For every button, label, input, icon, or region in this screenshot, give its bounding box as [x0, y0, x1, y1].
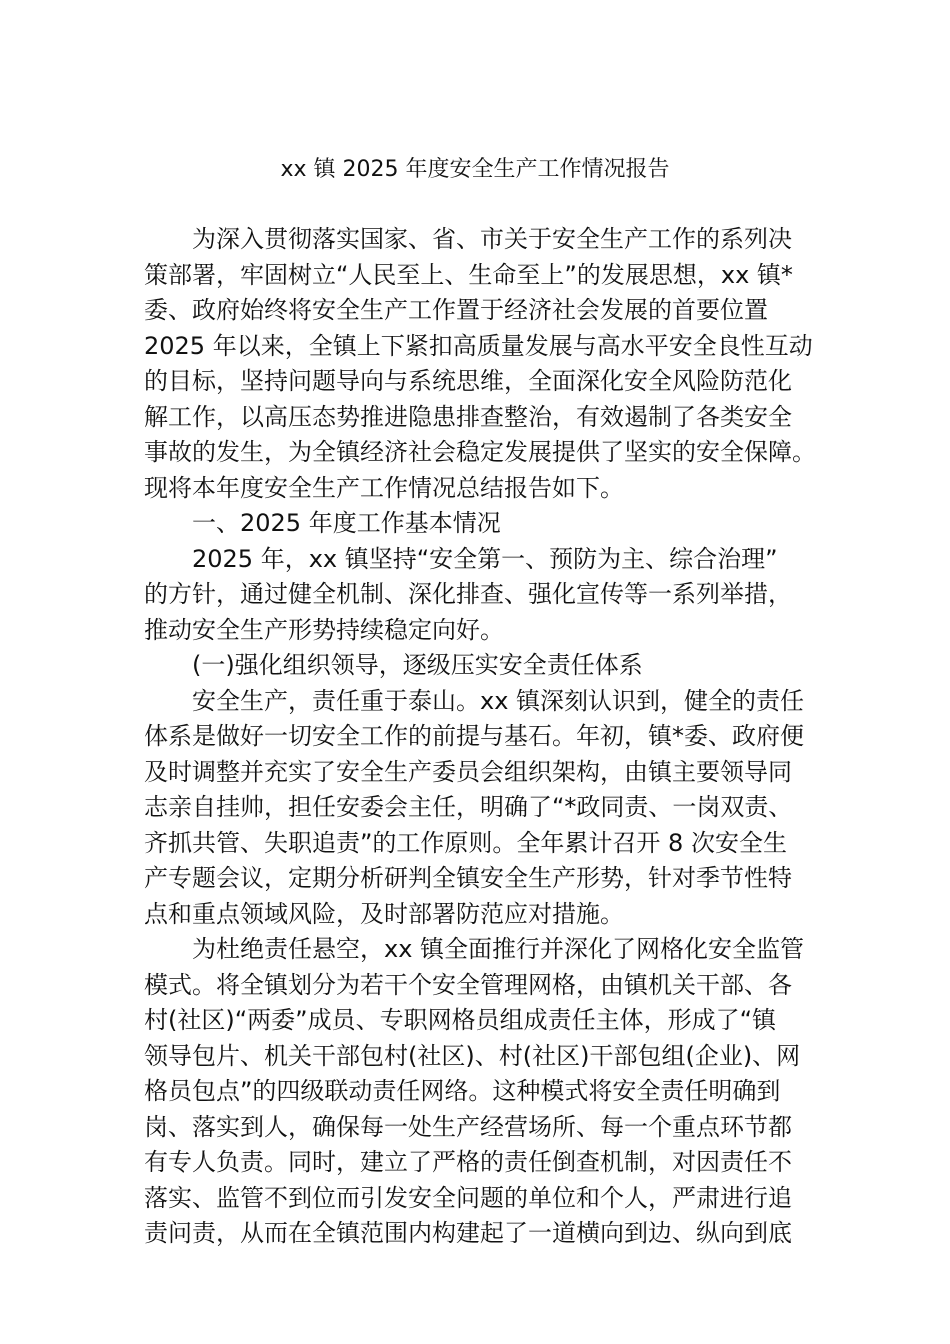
text-line: 一、2025 年度工作基本情况 [192, 509, 501, 537]
text-line: 2025 年以来，全镇上下紧扣高质量发展与高水平安全良性互动 [144, 331, 813, 360]
text-line: 安全生产，责任重于泰山。xx 镇深刻认识到，健全的责任 [192, 686, 805, 715]
text-line: 的方针，通过健全机制、深化排查、强化宣传等一系列举措， [144, 580, 792, 608]
text-line: 事故的发生，为全镇经济社会稳定发展提供了坚实的安全保障。 [144, 438, 816, 466]
text-line: 点和重点领域风险，及时部署防范应对措施。 [144, 899, 624, 928]
text-line: 落实、监管不到位而引发安全问题的单位和个人，严肃进行追 [144, 1183, 792, 1212]
document-title: xx 镇 2025 年度安全生产工作情况报告 [280, 157, 670, 182]
text-line: 产专题会议，定期分析研判全镇安全生产形势，针对季节性特 [144, 864, 792, 892]
text-line: 为深入贯彻落实国家、省、市关于安全生产工作的系列决 [192, 225, 792, 253]
text-line: 领导包片、机关干部包村(社区)、村(社区)干部包组(企业)、网 [144, 1041, 801, 1070]
text-line: 体系是做好一切安全工作的前提与基石。年初，镇*委、政府便 [144, 722, 804, 750]
text-line: 及时调整并充实了安全生产委员会组织架构，由镇主要领导同 [144, 757, 792, 786]
document-body [144, 222, 824, 1252]
text-line: 解工作，以高压态势推进隐患排查整治，有效遏制了各类安全 [144, 402, 792, 431]
text-line: 格员包点”的四级联动责任网络。这种模式将安全责任明确到 [144, 1077, 781, 1105]
text-line: (一)强化组织领导，逐级压实安全责任体系 [192, 651, 643, 679]
text-line: 现将本年度安全生产工作情况总结报告如下。 [144, 473, 624, 502]
text-line: 责问责，从而在全镇范围内构建起了一道横向到边、纵向到底 [144, 1219, 792, 1247]
text-line: 的目标，坚持问题导向与系统思维，全面深化安全风险防范化 [144, 367, 792, 395]
text-line: 推动安全生产形势持续稳定向好。 [144, 615, 504, 644]
text-line: 2025 年，xx 镇坚持“安全第一、预防为主、综合治理” [192, 544, 778, 573]
text-line: 模式。将全镇划分为若干个安全管理网格，由镇机关干部、各 [144, 970, 792, 999]
text-line: 委、政府始终将安全生产工作置于经济社会发展的首要位置 [144, 296, 768, 324]
text-line: 志亲自挂帅，担任安委会主任，明确了“*政同责、一岗双责、 [144, 793, 793, 821]
text-line: 岗、落实到人，确保每一处生产经营场所、每一个重点环节都 [144, 1112, 792, 1141]
text-line: 齐抓共管、失职追责”的工作原则。全年累计召开 8 次安全生 [144, 828, 787, 857]
text-line: 策部署，牢固树立“人民至上、生命至上”的发展思想，xx 镇* [144, 260, 793, 289]
text-line: 为杜绝责任悬空，xx 镇全面推行并深化了网格化安全监管 [192, 935, 805, 963]
text-line: 村(社区)“两委”成员、专职网格员组成责任主体，形成了“镇 [144, 1006, 777, 1034]
text-line: 有专人负责。同时，建立了严格的责任倒查机制，对因责任不 [144, 1148, 792, 1176]
